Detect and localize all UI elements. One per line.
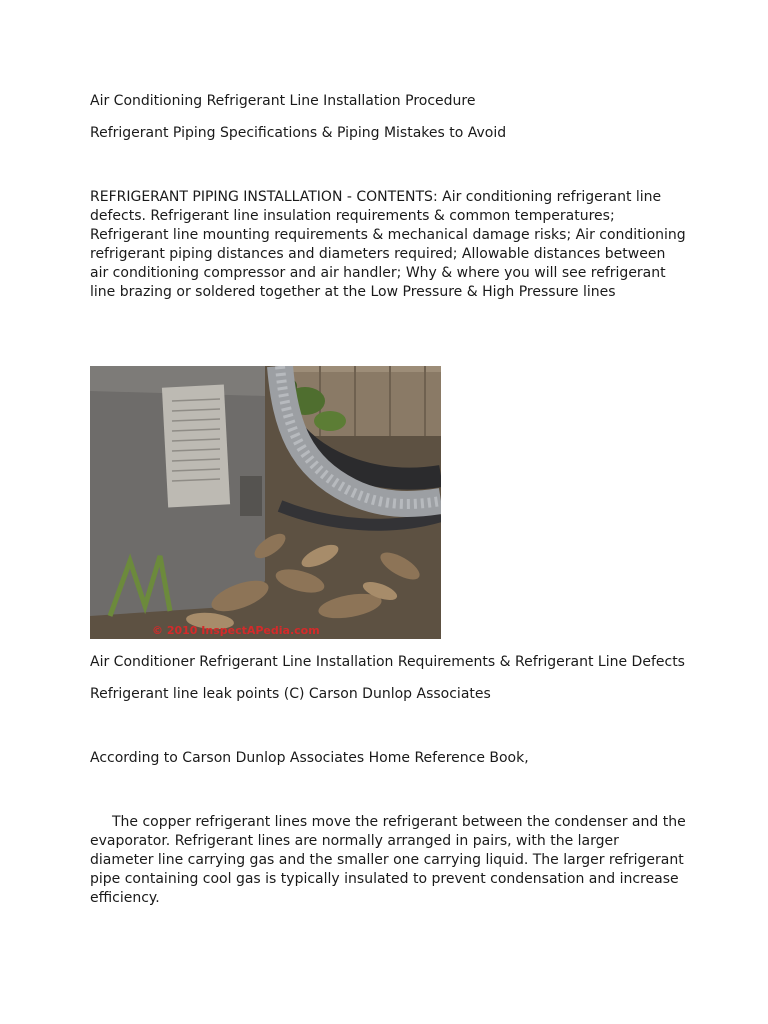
document-subtitle: Refrigerant Piping Specifications & Piping Mistakes to Avoid — [90, 125, 507, 141]
photo-caption-title: Air Conditioner Refrigerant Line Installation Requirements & Refrigerant Line Defects — [90, 654, 685, 670]
refrigerant-line-photo — [90, 366, 441, 639]
photo-watermark: © 2010 InspectAPedia.com — [152, 624, 320, 637]
body-paragraph: The copper refrigerant lines move the refrigerant between the condenser and the evaporator. Refrigerant lines are normally arranged in pairs, with the larger diameter line carrying gas and the smaller one carrying liquid. The larger refrigerant pipe containing cool gas is typically insulated to prevent condensation and increase efficiency. — [90, 814, 686, 906]
reference-intro: According to Carson Dunlop Associates Home Reference Book, — [90, 750, 529, 766]
document-title: Air Conditioning Refrigerant Line Installation Procedure — [90, 93, 476, 109]
contents-paragraph: REFRIGERANT PIPING INSTALLATION - CONTENTS: Air conditioning refrigerant line defects. Refrigerant line insulation requirements & common temperatures; Refrigerant line mounting requirements & mechanical damage risks; Air conditioning refrigerant piping distances and diameters required; Allowable distances between air conditioning compressor and air handler; Why & where you will see refrigerant line brazing or soldered together at the Low Pressure & High Pressure lines — [90, 189, 686, 300]
photo-caption-credit: Refrigerant line leak points (C) Carson Dunlop Associates — [90, 686, 491, 702]
